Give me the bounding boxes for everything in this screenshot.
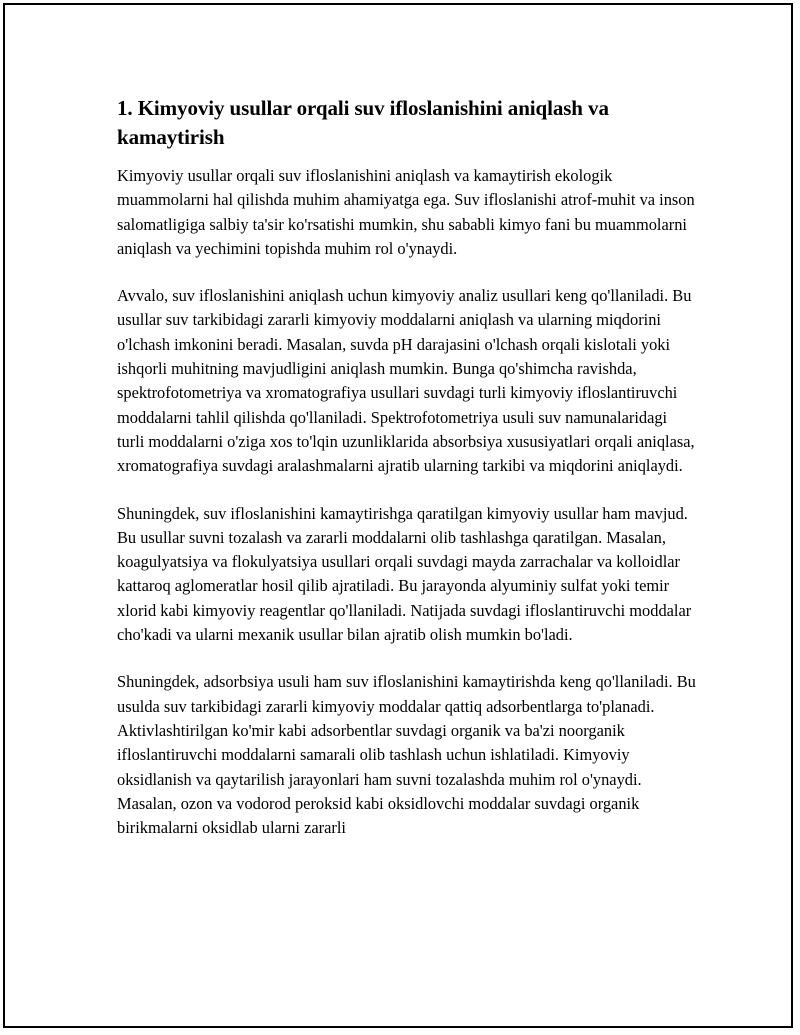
document-body (117, 94, 697, 863)
paragraph-reduction-methods: Shuningdek, suv ifloslanishini kamaytirishga qaratilgan kimyoviy usullar ham mavjud. Bu usullar suvni tozalash va zararli moddalarni olib tashlashga qaratilgan. Masalan, koagulyatsiya va flokulyatsiya usullari orqali suvdagi mayda zarrachalar va kolloidlar kattaroq aglomeratlar hosil qilib ajratiladi. Bu jarayonda alyuminiy sulfat yoki temir xlorid kabi kimyoviy reagentlar qo'llaniladi. Natijada suvdagi ifloslantiruvchi moddalar cho'kadi va ularni mexanik usullar bilan ajratib olish mumkin bo'ladi. (117, 503, 692, 645)
paragraph-intro: Kimyoviy usullar orqali suv ifloslanishini aniqlash va kamaytirish ekologik muammolarni hal qilishda muhim ahamiyatga ega. Suv ifloslanishi atrof-muhit va inson salomatligiga salbiy ta'sir ko'rsatishi mumkin, shu sababli kimyo fani bu muammolarni aniqlash va yechimini topishda muhim rol o'ynaydi. (117, 166, 695, 258)
section-heading: 1. Kimyoviy usullar orqali suv ifloslanishini aniqlash va kamaytirish (117, 96, 609, 149)
paragraph-adsorption: Shuningdek, adsorbsiya usuli ham suv ifloslanishini kamaytirishda keng qo'llaniladi. Bu usulda suv tarkibidagi zararli kimyoviy moddalar qattiq adsorbentlarga to'planadi. Aktivlashtirilgan ko'mir kabi adsorbentlar suvdagi organik va ba'zi noorganik ifloslantiruvchi moddalarni samarali olib tashlash uchun ishlatiladi. Kimyoviy oksidlanish va qaytarilish jarayonlari ham suvni tozalashda muhim rol o'ynaydi. Masalan, ozon va vodorod peroksid kabi oksidlovchi moddalar suvdagi organik birikmalarni oksidlab ularni zararli (117, 672, 696, 838)
paragraph-analysis-methods: Avvalo, suv ifloslanishini aniqlash uchun kimyoviy analiz usullari keng qo'llaniladi. Bu usullar suv tarkibidagi zararli kimyoviy moddalarni aniqlash va ularning miqdorini o'lchash imkonini beradi. Masalan, suvda pH darajasini o'lchash orqali kislotali yoki ishqorli muhitning mavjudligini aniqlash mumkin. Bunga qo'shimcha ravishda, spektrofotometriya va xromatografiya usullari suvdagi turli kimyoviy ifloslantiruvchi moddalarni tahlil qilishda qo'llaniladi. Spektrofotometriya usuli suv namunalaridagi turli moddalarni o'ziga xos to'lqin uzunliklarida absorbsiya xususiyatlari orqali aniqlasa, xromatografiya suvdagi aralashmalarni ajratib ularning tarkibi va miqdorini aniqlaydi. (117, 286, 695, 476)
